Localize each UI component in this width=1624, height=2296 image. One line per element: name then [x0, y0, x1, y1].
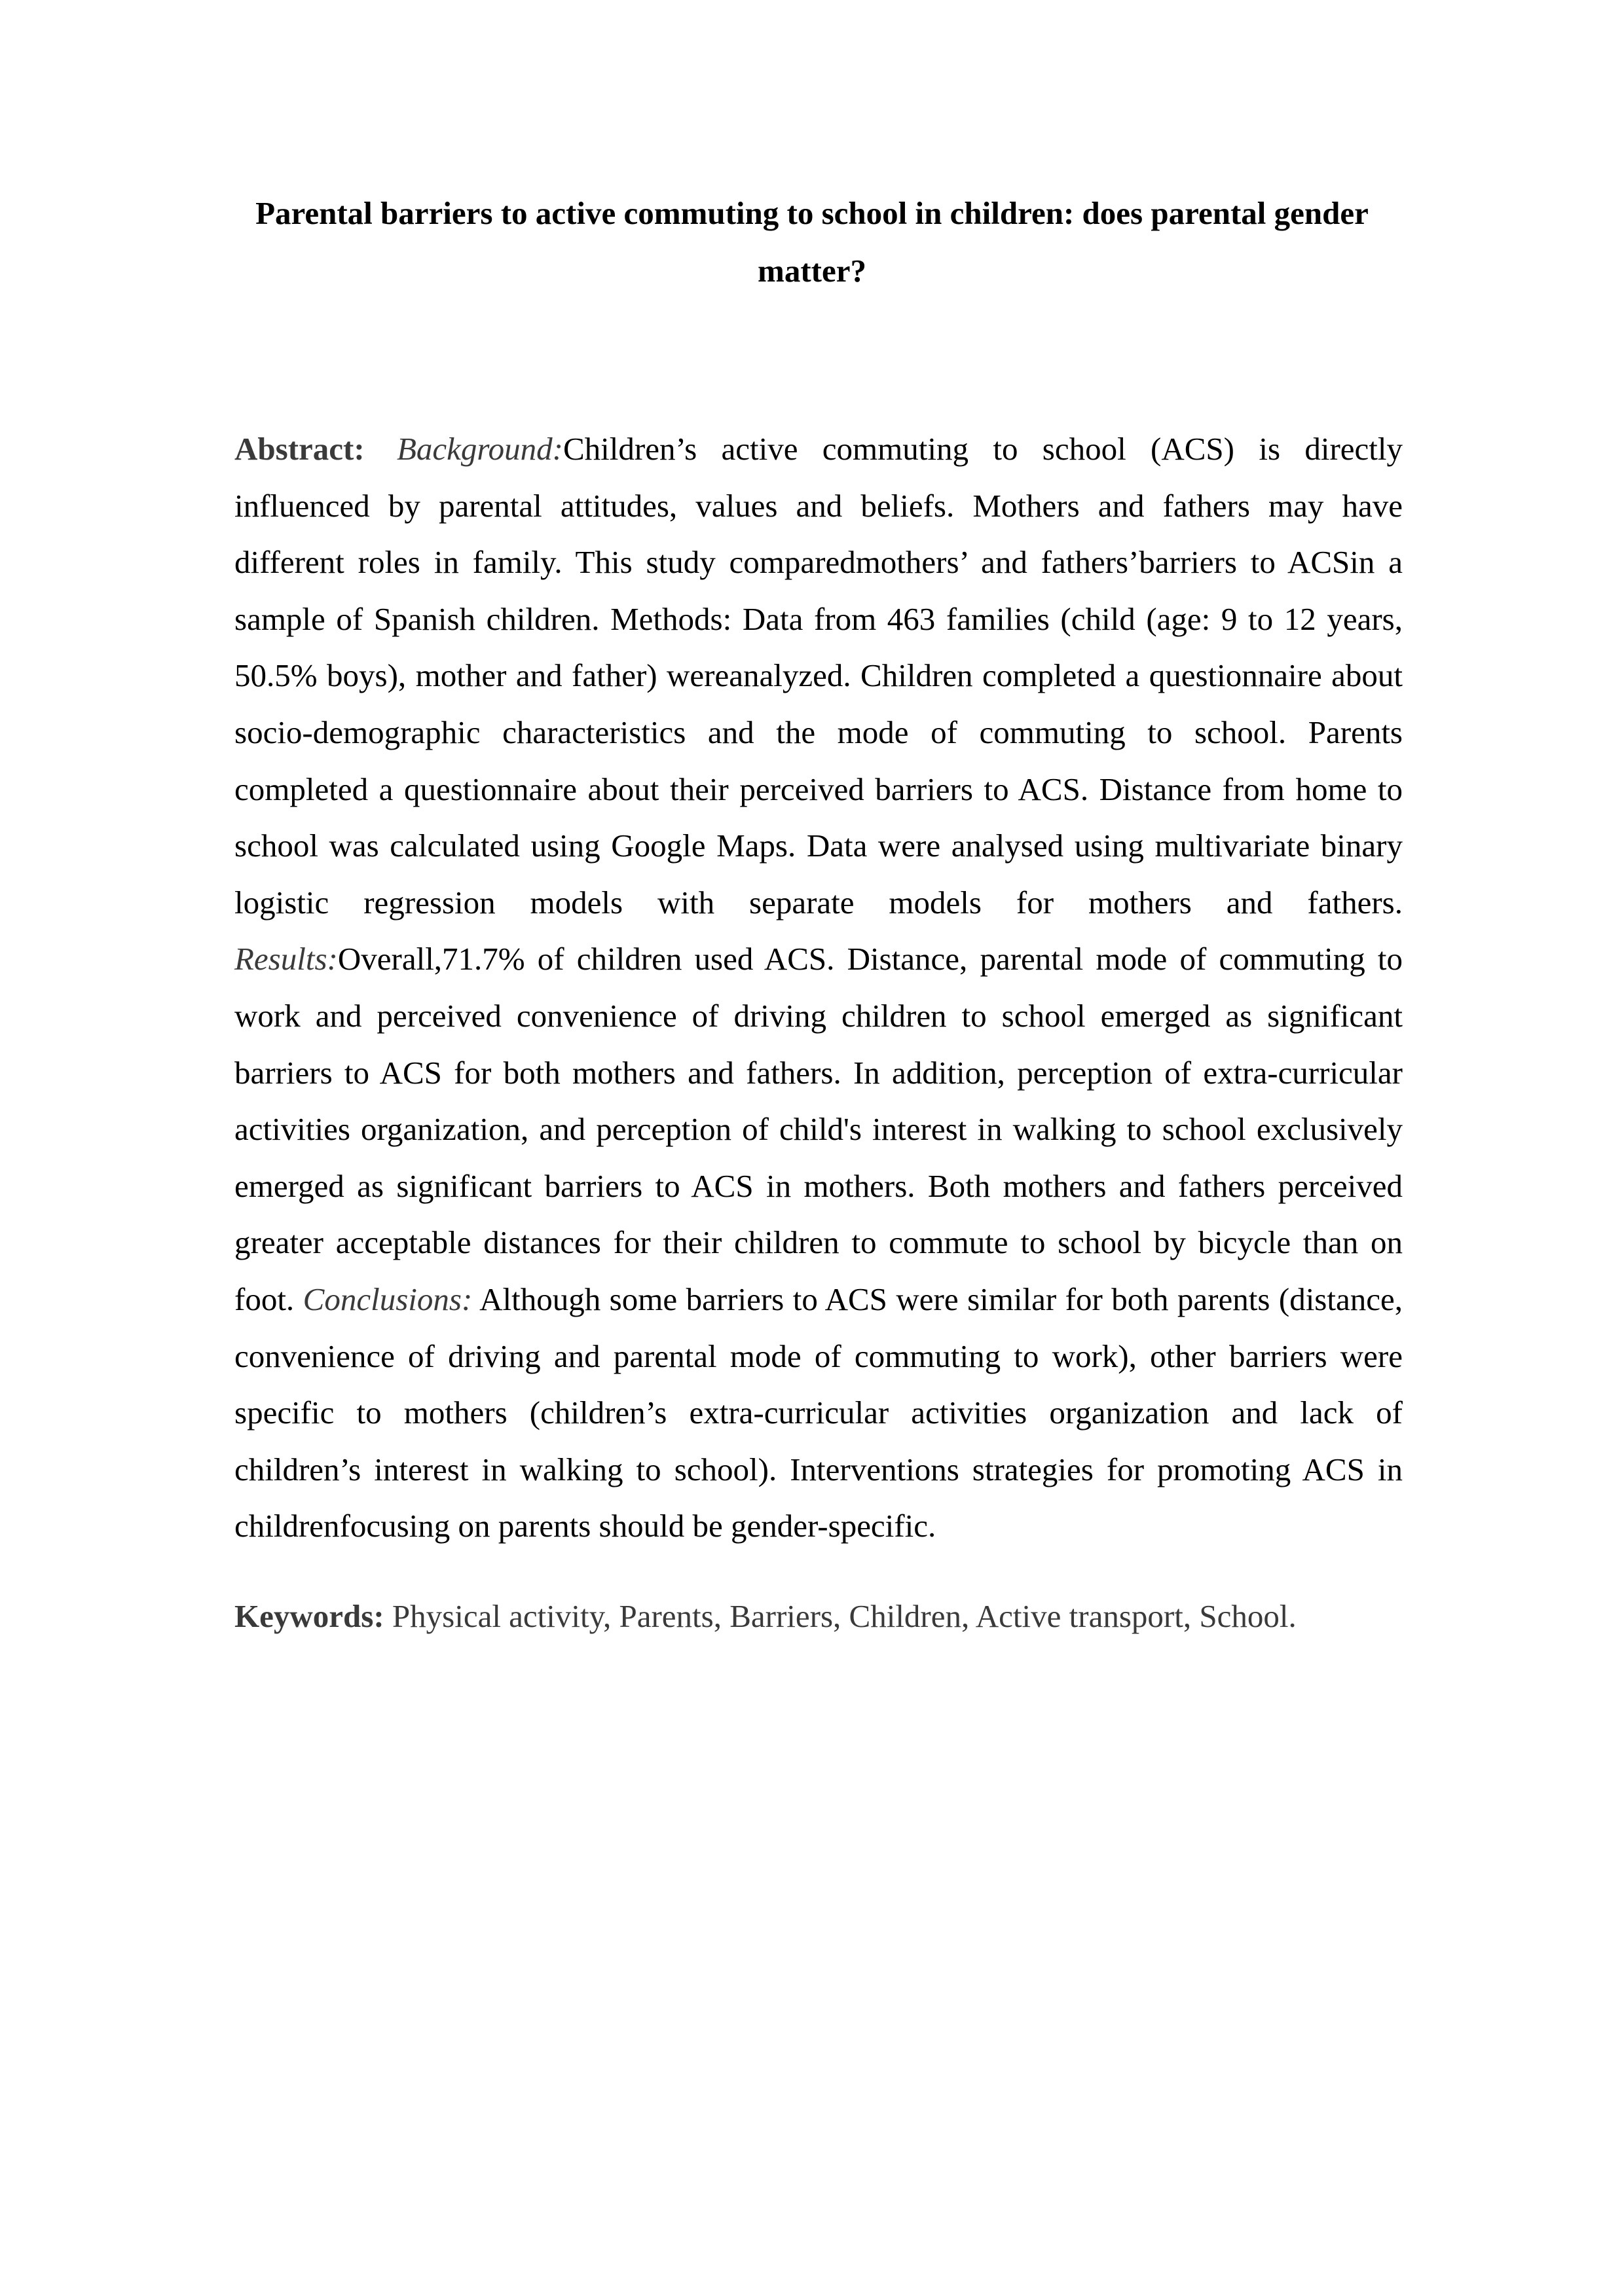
keywords-line [234, 1594, 1403, 1639]
keywords-text: Physical activity, Parents, Barriers, Children, Active transport, School. [384, 1598, 1297, 1634]
abstract-paragraph [234, 421, 1403, 1555]
background-label: Background: [397, 431, 563, 467]
paper-title: Parental barriers to active commuting to school in children: does parental gender matter? [255, 195, 1369, 289]
abstract-label: Abstract: [234, 431, 365, 467]
conclusions-label: Conclusions: [303, 1281, 473, 1317]
results-text: Overall,71.7% of children used ACS. Distance, parental mode of commuting to work and perceived convenience of driving children to school emerged as significant barriers to ACS for both mothers and fathers. In addition, perception of extra-curricular activities organization, and perception of child's interest in walking to school exclusively emerged as significant barriers to ACS in mothers. Both mothers and fathers perceived greater acceptable distances for their children to commute to school by bicycle than on foot. [234, 941, 1403, 1317]
conclusions-text: Although some barriers to ACS were similar for both parents (distance, convenience of driving and parental mode of commuting to work), other barriers were specific to mothers (children’s extra-curricular activities organization and lack of children’s interest in walking to school). Interventions strategies for promoting ACS in childrenfocusing on parents should be gender-specific. [234, 1281, 1403, 1544]
results-label: Results: [234, 941, 338, 977]
keywords-label: Keywords: [234, 1598, 384, 1634]
background-text: Children’s active commuting to school (ACS) is directly influenced by parental attitudes, values and beliefs. Mothers and fathers may have different roles in family. This study comparedmothers’ and fathers’barriers to ACSin a sample of Spanish children. Methods: Data from 463 families (child (age: 9 to 12 years, 50.5% boys), mother and father) wereanalyzed. Children completed a questionnaire about socio-demographic characteristics and the mode of commuting to school. Parents completed a questionnaire about their perceived barriers to ACS. Distance from home to school was calculated using Google Maps. Data were analysed using multivariate binary logistic regression models with separate models for mothers and fathers. [234, 431, 1403, 920]
